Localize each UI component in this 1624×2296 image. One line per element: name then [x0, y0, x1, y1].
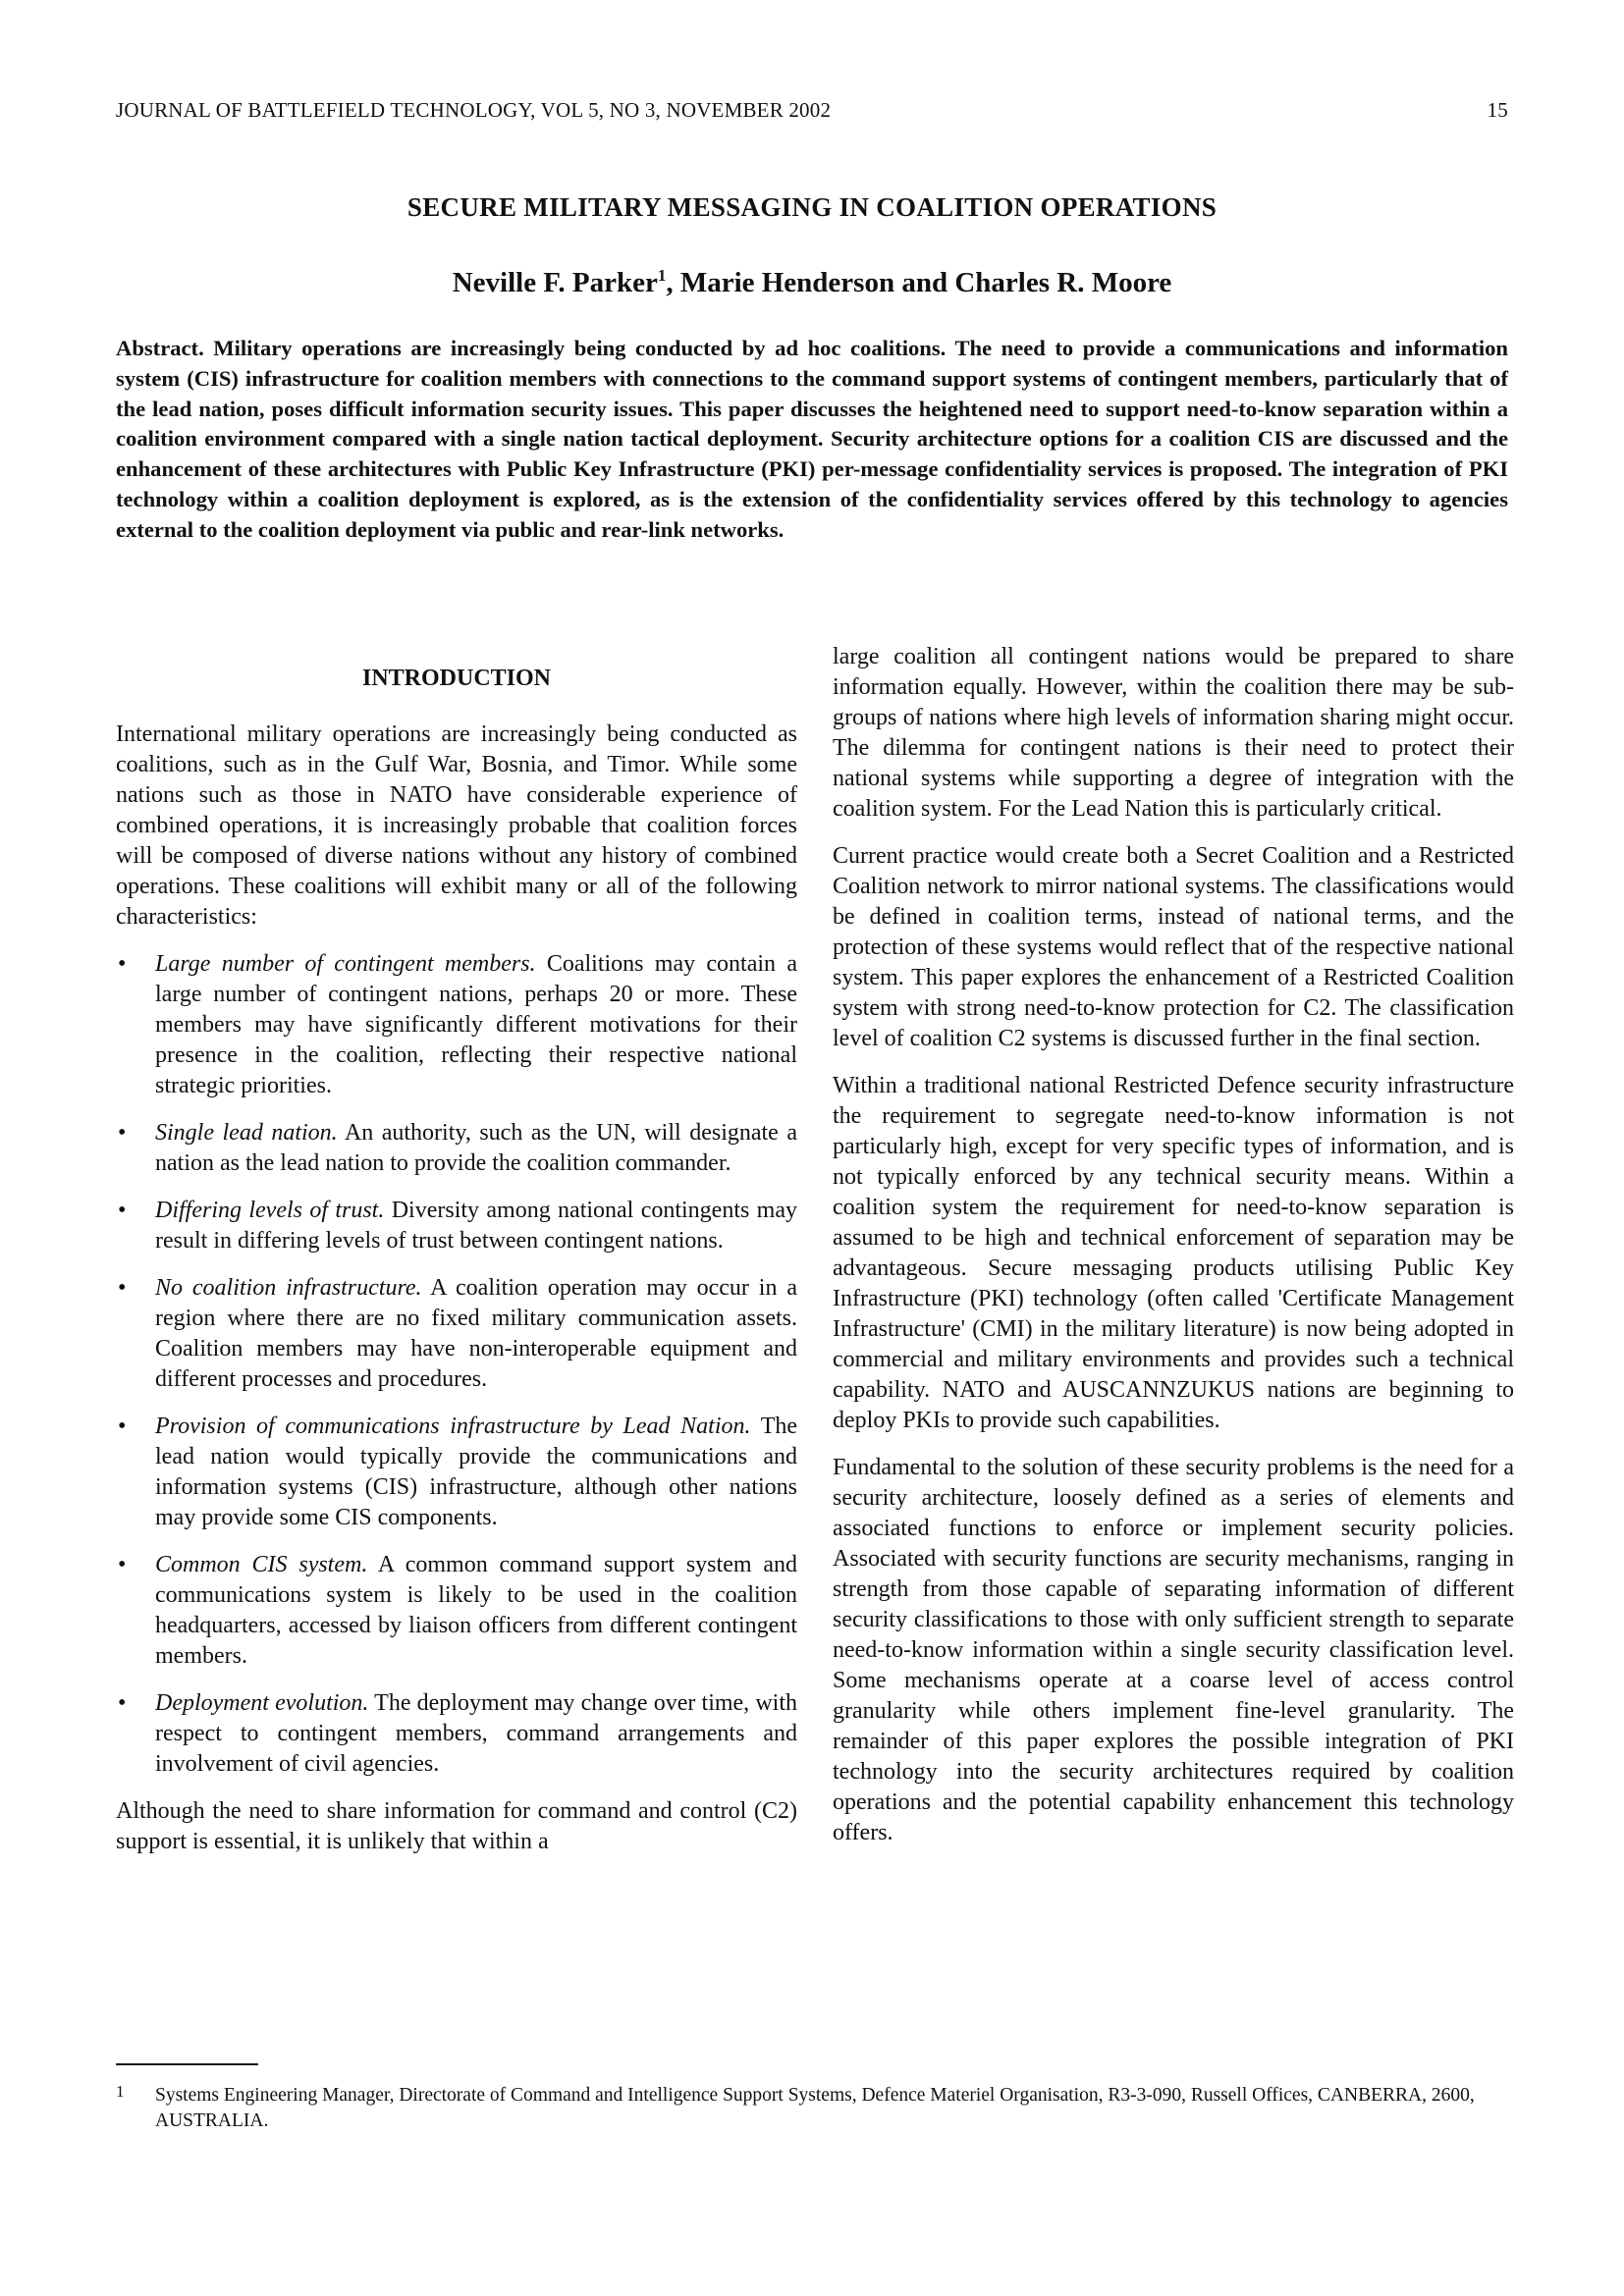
- bullet-icon: •: [118, 1552, 127, 1577]
- bullet-icon: •: [118, 1120, 127, 1146]
- footnote: [116, 2083, 1508, 2134]
- body-paragraph: Fundamental to the solution of these security problems is the need for a security architecture, loosely defined as a series of elements and associated functions to enforce or implement security policies. Associated with security functions are security mechanisms, ranging in strength from those capable of separating information of different security classifications to those with only sufficient strength to separate need-to-know information within a single security classification level. Some mechanisms operate at a coarse level of access control granularity while others implement fine-level granularity. The remainder of this paper explores the possible integration of PKI technology into the security architectures required by coalition operations and the potential capability enhancement this technology offers.: [833, 1455, 1514, 1845]
- page-number: 15: [1487, 98, 1508, 122]
- section-heading-introduction: INTRODUCTION: [361, 666, 552, 691]
- list-item-term: Single lead nation.: [155, 1120, 338, 1146]
- footnote-reference: 1: [657, 266, 667, 285]
- list-item: [116, 1688, 797, 1780]
- list-item: [116, 1412, 797, 1533]
- list-item-text: A coalition operation may occur in a region where there are no fixed military communication assets. Coalition members may have non-interoperable equipment and different processes and procedures.: [155, 1275, 798, 1392]
- bullet-icon: •: [118, 1690, 127, 1716]
- list-item: [116, 1196, 797, 1256]
- list-item-text: The lead nation would typically provide the communications and information systems (CIS) infrastructure, although other nations may provide some CIS components.: [155, 1414, 798, 1530]
- footnote-divider: [116, 2063, 258, 2065]
- bullet-icon: •: [118, 1198, 127, 1223]
- author-names-rest: , Marie Henderson and Charles R. Moore: [666, 267, 1172, 298]
- footnote-mark: 1: [116, 2082, 125, 2101]
- list-item: [116, 949, 797, 1101]
- body-paragraph: large coalition all contingent nations would be prepared to share information equally. However, within the coalition there may be sub-groups of nations where high levels of information sharing might occur. The dilemma for contingent nations is their need to protect their national systems while supporting a degree of integration with the coalition system. For the Lead Nation this is particularly critical.: [833, 644, 1514, 822]
- body-paragraph: International military operations are increasingly being conducted as coalitions, such as in the Gulf War, Bosnia, and Timor. While some nations such as those in NATO have considerable experience of combined operations, it is increasingly probable that coalition forces will be composed of diverse nations without any history of combined operations. These coalitions will exhibit many or all of the following characteristics:: [116, 721, 797, 930]
- right-column: [833, 642, 1514, 1865]
- body-paragraph: Current practice would create both a Secret Coalition and a Restricted Coalition network to mirror national systems. The classifications would be defined in coalition terms, instead of national terms, and the protection of these systems would reflect that of the respective national system. This paper explores the enhancement of a Restricted Coalition system with strong need-to-know protection for C2. The classification level of coalition C2 systems is discussed further in the final section.: [833, 843, 1514, 1051]
- list-item-term: Deployment evolution.: [155, 1690, 369, 1716]
- list-item-term: No coalition infrastructure.: [155, 1275, 422, 1301]
- journal-citation: JOURNAL OF BATTLEFIELD TECHNOLOGY, VOL 5, NO 3, NOVEMBER 2002: [116, 98, 832, 122]
- body-paragraph: Although the need to share information for command and control (C2) support is essential, it is unlikely that within a: [116, 1798, 797, 1854]
- list-item-text: A common command support system and communications system is likely to be used in the coalition headquarters, accessed by liaison officers from different contingent members.: [155, 1552, 798, 1669]
- list-item: [116, 1550, 797, 1672]
- list-item-term: Differing levels of trust.: [155, 1198, 385, 1223]
- list-item: [116, 1273, 797, 1395]
- bullet-icon: •: [118, 1414, 127, 1439]
- body-paragraph: Within a traditional national Restricted Defence security infrastructure the requirement to segregate need-to-know information is not particularly high, except for very specific types of information, and is not typically enforced by any technical security means. Within a coalition system the requirement for need-to-know separation is assumed to be high and technical enforcement of separation may be advantageous. Secure messaging products utilising Public Key Infrastructure (PKI) technology (often called 'Certificate Management Infrastructure' (CMI) in the military literature) is now being adopted in commercial and military environments and provides such a technical capability. NATO and AUSCANNZUKUS nations are beginning to deploy PKIs to provide such capabilities.: [833, 1073, 1514, 1433]
- list-item-term: Provision of communications infrastructure by Lead Nation.: [155, 1414, 751, 1439]
- list-item-term: Large number of contingent members.: [155, 951, 536, 977]
- bullet-icon: •: [118, 1275, 127, 1301]
- paper-title: SECURE MILITARY MESSAGING IN COALITION OPERATIONS: [406, 192, 1218, 222]
- list-item-text: The deployment may change over time, with respect to contingent members, command arrangements and involvement of civil agencies.: [155, 1690, 798, 1777]
- list-item-text: Coalitions may contain a large number of contingent nations, perhaps 20 or more. These members may have significantly different motivations for their presence in the coalition, reflecting their respective national strategic priorities.: [155, 951, 797, 1098]
- author-name: Neville F. Parker: [452, 267, 658, 298]
- footnote-text: Systems Engineering Manager, Directorate of Command and Intelligence Support Systems, Defence Materiel Organisation, R3-3-090, Russell Offices, CANBERRA, 2600, AUSTRALIA.: [155, 2085, 1475, 2131]
- characteristics-list: [116, 949, 797, 1780]
- list-item: [116, 1118, 797, 1179]
- list-item-text: An authority, such as the UN, will designate a nation as the lead nation to provide the coalition commander.: [155, 1120, 798, 1176]
- author-list: [116, 267, 1508, 299]
- running-header: [116, 98, 1508, 123]
- abstract: Abstract. Military operations are increasingly being conducted by ad hoc coalitions. The need to provide a communications and information system (CIS) infrastructure for coalition members with connections to the command support systems of contingent members, particularly that of the lead nation, poses difficult information security issues. This paper discusses the heightened need to support need-to-know separation within a coalition environment compared with a single nation tactical deployment. Security architecture options for a coalition CIS are discussed and the enhancement of these architectures with Public Key Infrastructure (PKI) per-message confidentiality services is proposed. The integration of PKI technology within a coalition deployment is explored, as is the extension of the confidentiality services offered by this technology to agencies external to the coalition deployment via public and rear-link networks.: [116, 336, 1508, 542]
- list-item-text: Diversity among national contingents may result in differing levels of trust between contingent nations.: [155, 1198, 798, 1254]
- list-item-term: Common CIS system.: [155, 1552, 368, 1577]
- left-column: [116, 648, 797, 1874]
- bullet-icon: •: [118, 951, 127, 977]
